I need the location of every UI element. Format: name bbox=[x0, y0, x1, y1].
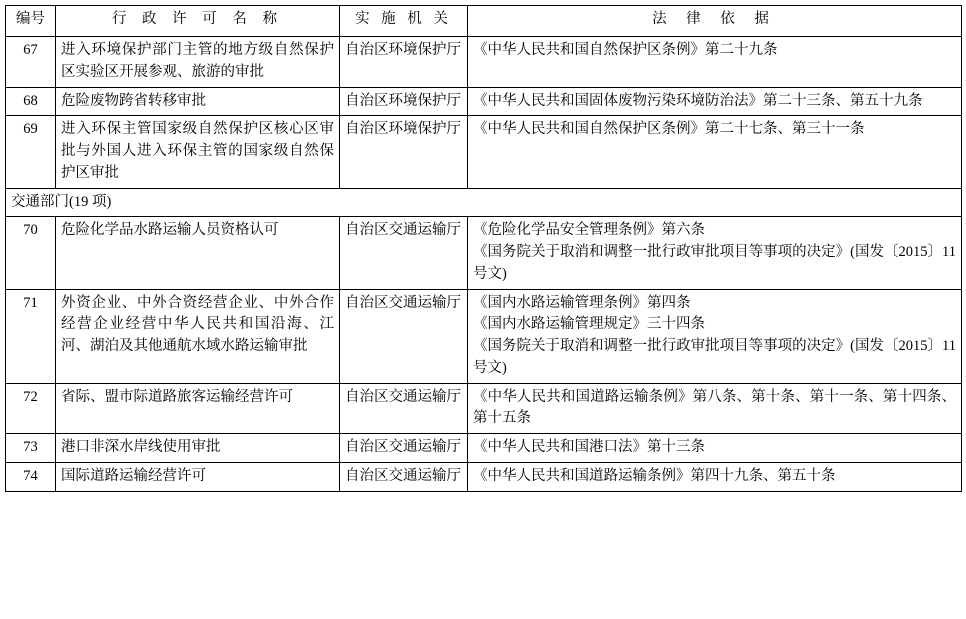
cell-implementing-agency: 自治区交通运输厅 bbox=[340, 217, 468, 289]
cell-permission-name: 外资企业、中外合资经营企业、中外合作经营企业经营中华人民共和国沿海、江河、湖泊及其他通航水域水路运输审批 bbox=[56, 289, 340, 383]
table-header-row bbox=[6, 6, 962, 37]
column-header-legal-basis: 法 律 依 据 bbox=[468, 6, 962, 37]
legal-basis-line: 《国务院关于取消和调整一批行政审批项目等事项的决定》(国发〔2015〕11 号文) bbox=[473, 244, 956, 282]
table-row bbox=[6, 116, 962, 188]
legal-basis-line: 《国务院关于取消和调整一批行政审批项目等事项的决定》(国发〔2015〕11 号文) bbox=[473, 338, 956, 376]
cell-number: 73 bbox=[6, 434, 56, 463]
table-row bbox=[6, 217, 962, 289]
cell-number: 71 bbox=[6, 289, 56, 383]
cell-legal-basis bbox=[468, 434, 962, 463]
cell-legal-basis bbox=[468, 37, 962, 88]
cell-number: 69 bbox=[6, 116, 56, 188]
legal-basis-line: 《中华人民共和国道路运输条例》第八条、第十条、第十一条、第十四条、第十五条 bbox=[473, 388, 956, 427]
table-body bbox=[6, 37, 962, 492]
cell-permission-name: 危险废物跨省转移审批 bbox=[56, 87, 340, 116]
cell-implementing-agency: 自治区交通运输厅 bbox=[340, 434, 468, 463]
legal-basis-line: 《中华人民共和国自然保护区条例》第二十九条 bbox=[473, 42, 778, 58]
document-page bbox=[0, 5, 966, 619]
table-row bbox=[6, 87, 962, 116]
table-row bbox=[6, 37, 962, 88]
cell-permission-name: 省际、盟市际道路旅客运输经营许可 bbox=[56, 383, 340, 434]
cell-implementing-agency: 自治区环境保护厅 bbox=[340, 87, 468, 116]
legal-basis-line: 《国内水路运输管理规定》三十四条 bbox=[473, 316, 705, 333]
legal-basis-line: 《危险化学品安全管理条例》第六条 bbox=[473, 222, 705, 239]
cell-number: 74 bbox=[6, 462, 56, 491]
cell-implementing-agency: 自治区环境保护厅 bbox=[340, 116, 468, 188]
cell-implementing-agency: 自治区交通运输厅 bbox=[340, 289, 468, 383]
cell-legal-basis bbox=[468, 116, 962, 188]
legal-basis-line: 《中华人民共和国道路运输条例》第四十九条、第五十条 bbox=[473, 467, 836, 484]
cell-permission-name: 危险化学品水路运输人员资格认可 bbox=[56, 217, 340, 289]
table-row bbox=[6, 383, 962, 434]
cell-number: 72 bbox=[6, 383, 56, 434]
cell-legal-basis bbox=[468, 217, 962, 289]
column-header-permission-name: 行 政 许 可 名 称 bbox=[56, 6, 340, 37]
legal-basis-line: 《国内水路运输管理条例》第四条 bbox=[473, 294, 691, 311]
table-section-row bbox=[6, 188, 962, 217]
cell-permission-name: 进入环境保护部门主管的地方级自然保护区实验区开展参观、旅游的审批 bbox=[56, 37, 340, 88]
cell-implementing-agency: 自治区交通运输厅 bbox=[340, 383, 468, 434]
column-header-implementing-agency: 实 施 机 关 bbox=[340, 6, 468, 37]
cell-number: 70 bbox=[6, 217, 56, 289]
legal-basis-line: 《中华人民共和国港口法》第十三条 bbox=[473, 439, 705, 455]
legal-basis-line: 《中华人民共和国自然保护区条例》第二十七条、第三十一条 bbox=[473, 121, 865, 138]
table-row bbox=[6, 289, 962, 383]
table-row bbox=[6, 462, 962, 491]
administrative-permission-table bbox=[5, 5, 962, 492]
cell-implementing-agency: 自治区环境保护厅 bbox=[340, 37, 468, 88]
column-header-number: 编号 bbox=[6, 6, 56, 37]
cell-legal-basis bbox=[468, 87, 962, 116]
cell-permission-name: 港口非深水岸线使用审批 bbox=[56, 434, 340, 463]
cell-number: 67 bbox=[6, 37, 56, 88]
section-title: 交通部门(19 项) bbox=[6, 188, 962, 217]
table-header bbox=[6, 6, 962, 37]
legal-basis-line: 《中华人民共和国固体废物污染环境防治法》第二十三条、第五十九条 bbox=[473, 92, 923, 109]
cell-permission-name: 进入环保主管国家级自然保护区核心区审批与外国人进入环保主管的国家级自然保护区审批 bbox=[56, 116, 340, 188]
cell-legal-basis bbox=[468, 289, 962, 383]
cell-legal-basis bbox=[468, 383, 962, 434]
cell-legal-basis bbox=[468, 462, 962, 491]
cell-implementing-agency: 自治区交通运输厅 bbox=[340, 462, 468, 491]
cell-permission-name: 国际道路运输经营许可 bbox=[56, 462, 340, 491]
cell-number: 68 bbox=[6, 87, 56, 116]
table-row bbox=[6, 434, 962, 463]
